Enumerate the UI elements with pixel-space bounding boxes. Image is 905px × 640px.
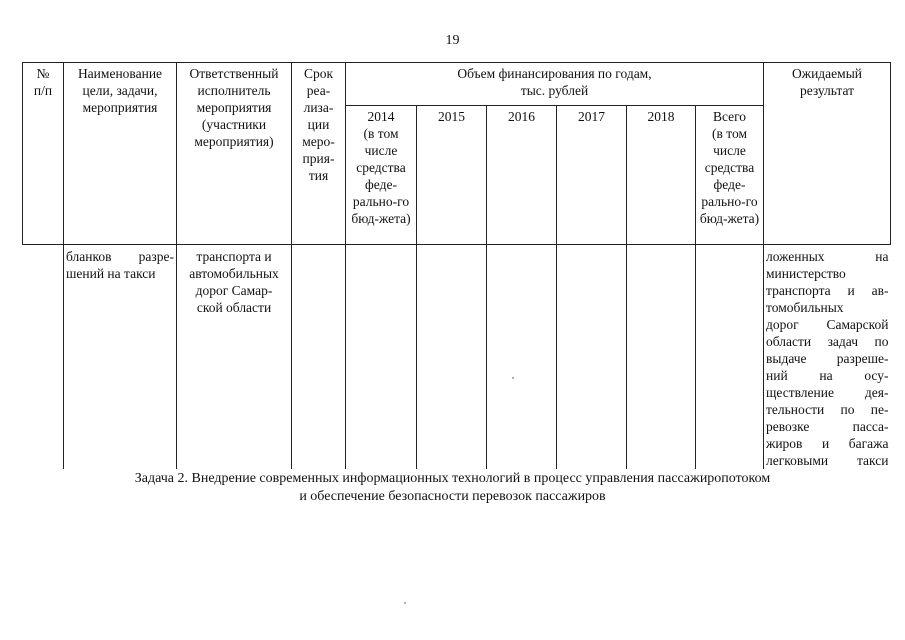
task-heading	[0, 470, 905, 506]
header-funding: Объем финансирования по годам, тыс. рублей	[346, 63, 764, 106]
row-2016	[487, 245, 557, 470]
header-responsible: Ответственный исполнитель мероприятия (участники мероприятия)	[177, 63, 292, 245]
header-year-2017: 2017	[557, 106, 627, 245]
row-2017	[557, 245, 627, 470]
header-result: Ожидаемый результат	[764, 63, 891, 245]
row-responsible: транспорта и автомобильных дорог Самар- ской области	[177, 245, 292, 470]
row-2018	[627, 245, 696, 470]
header-year-2018: 2018	[627, 106, 696, 245]
row-term	[292, 245, 346, 470]
header-year-2016: 2016	[487, 106, 557, 245]
header-name: Наименование цели, задачи, мероприятия	[64, 63, 177, 245]
task-heading-line2: и обеспечение безопасности перевозок пассажиров	[299, 489, 606, 504]
header-term: Срок реа-лиза-ции меро-прия-тия	[292, 63, 346, 245]
row-name: бланков разре- шений на такси	[64, 245, 177, 470]
row-result: ложенных на министерство транспорта и ав- томобильных дорог Самарской области задач по выдаче разреше- ний на осу- ществление дея- тельности по пе- ревозке пасса- жиров и багажа легковыми такси	[764, 245, 891, 470]
header-year-2015: 2015	[417, 106, 487, 245]
page-number: 19	[445, 33, 460, 48]
row-total	[696, 245, 764, 470]
row-num	[23, 245, 64, 470]
header-total: Всего (в том числе средства феде-рально-го бюд-жета)	[696, 106, 764, 245]
row-2014	[346, 245, 417, 470]
header-num: № п/п	[23, 63, 64, 245]
financing-table	[22, 62, 891, 469]
scan-speck	[404, 602, 406, 604]
task-heading-line1: Задача 2. Внедрение современных информационных технологий в процесс управления пассажиропотоком	[134, 471, 771, 486]
scan-speck	[512, 377, 514, 379]
header-year-2014: 2014 (в том числе средства феде-рально-го бюд-жета)	[346, 106, 417, 245]
row-2015	[417, 245, 487, 470]
